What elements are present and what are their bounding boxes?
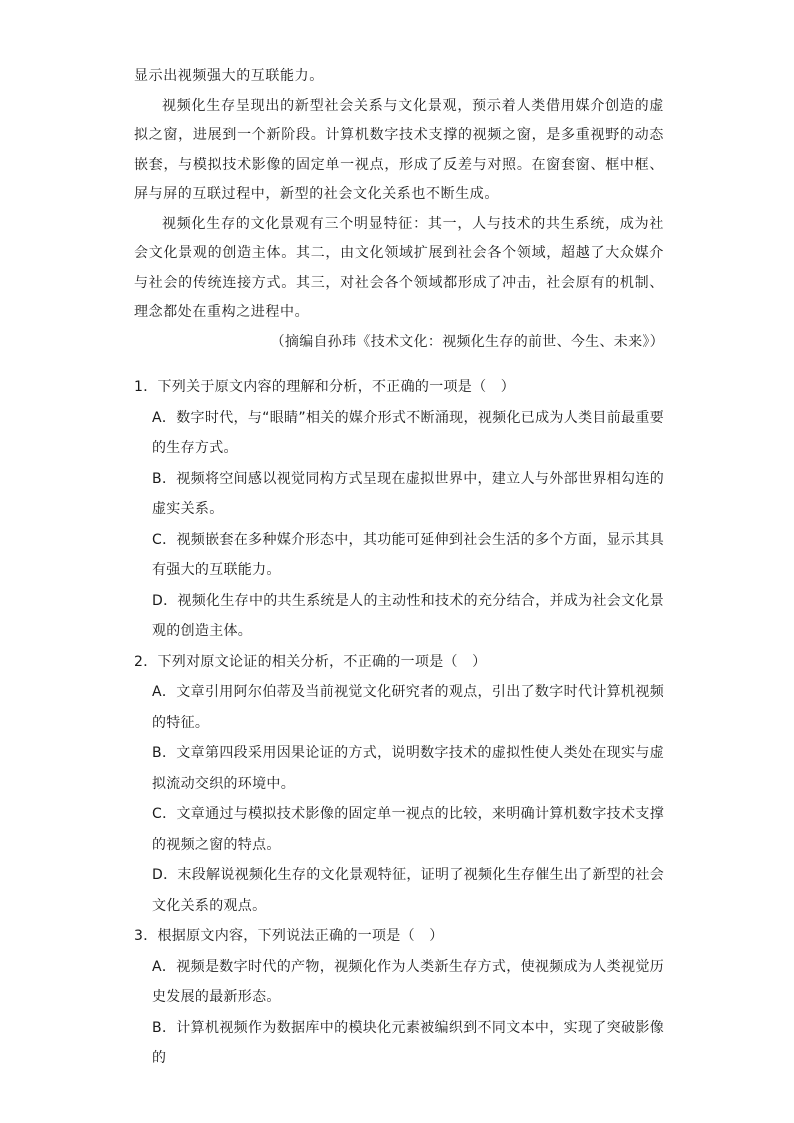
question-3 [134, 921, 664, 1074]
question-list [134, 372, 664, 1074]
question-option-b: B．视频将空间感以视觉同构方式呈现在虚拟世界中，建立人与外部世界相勾连的虚实关系。 [152, 470, 664, 517]
question-option-c: C．文章通过与模拟技术影像的固定单一视点的比较，来明确计算机数字技术支撑的视频之窗的特点。 [152, 806, 664, 853]
passage-source: （摘编自孙玮《技术文化：视频化生存的前世、今生、未来》） [270, 333, 664, 350]
passage-paragraph-2: 视频化生存的文化景观有三个明显特征：其一，人与技术的共生系统，成为社会文化景观的创造主体。其二，由文化领域扩展到社会各个领域，超越了大众媒介与社会的传统连接方式。其三，对社会各个领域都形成了冲击，社会原有的机制、理念都处在重构之进程中。 [134, 215, 664, 320]
reading-passage [134, 62, 664, 357]
question-option-d: D．视频化生存中的共生系统是人的主动性和技术的充分结合，并成为社会文化景观的创造主体。 [152, 592, 664, 639]
question-option-a: A．视频是数字时代的产物，视频化作为人类新生存方式，使视频成为人类视觉历史发展的最新形态。 [152, 958, 664, 1005]
question-1 [134, 372, 664, 647]
passage-line-continuation: 显示出视频强大的互联能力。 [134, 68, 324, 84]
question-option-d: D．末段解说视频化生存的文化景观特征，证明了视频化生存催生出了新型的社会文化关系的观点。 [152, 867, 664, 914]
question-stem: 3．根据原文内容，下列说法正确的一项是（ ） [134, 928, 444, 944]
question-option-a: A．文章引用阿尔伯蒂及当前视觉文化研究者的观点，引出了数字时代计算机视频的特征。 [152, 684, 664, 731]
question-2 [134, 647, 664, 922]
question-stem: 2．下列对原文论证的相关分析，不正确的一项是（ ） [134, 653, 487, 670]
question-option-a: A．数字时代，与“眼睛”相关的媒介形式不断涌现，视频化已成为人类目前最重要的生存方式。 [152, 409, 664, 456]
question-option-b: B．计算机视频作为数据库中的模块化元素被编织到不同文本中，实现了突破影像的 [152, 1019, 664, 1066]
passage-paragraph-1: 视频化生存呈现出的新型社会关系与文化景观，预示着人类借用媒介创造的虚拟之窗，进展到一个新阶段。计算机数字技术支撑的视频之窗，是多重视野的动态嵌套，与模拟技术影像的固定单一视点，形成了反差与对照。在窗套窗、框中框、屏与屏的互联过程中，新型的社会文化关系也不断生成。 [134, 97, 664, 202]
question-option-b: B．文章第四段采用因果论证的方式，说明数字技术的虚拟性使人类处在现实与虚拟流动交织的环境中。 [152, 745, 664, 792]
question-option-c: C．视频嵌套在多种媒介形态中，其功能可延伸到社会生活的多个方面，显示其具有强大的互联能力。 [152, 531, 664, 578]
question-stem: 1．下列关于原文内容的理解和分析，不正确的一项是（ ） [134, 379, 516, 395]
